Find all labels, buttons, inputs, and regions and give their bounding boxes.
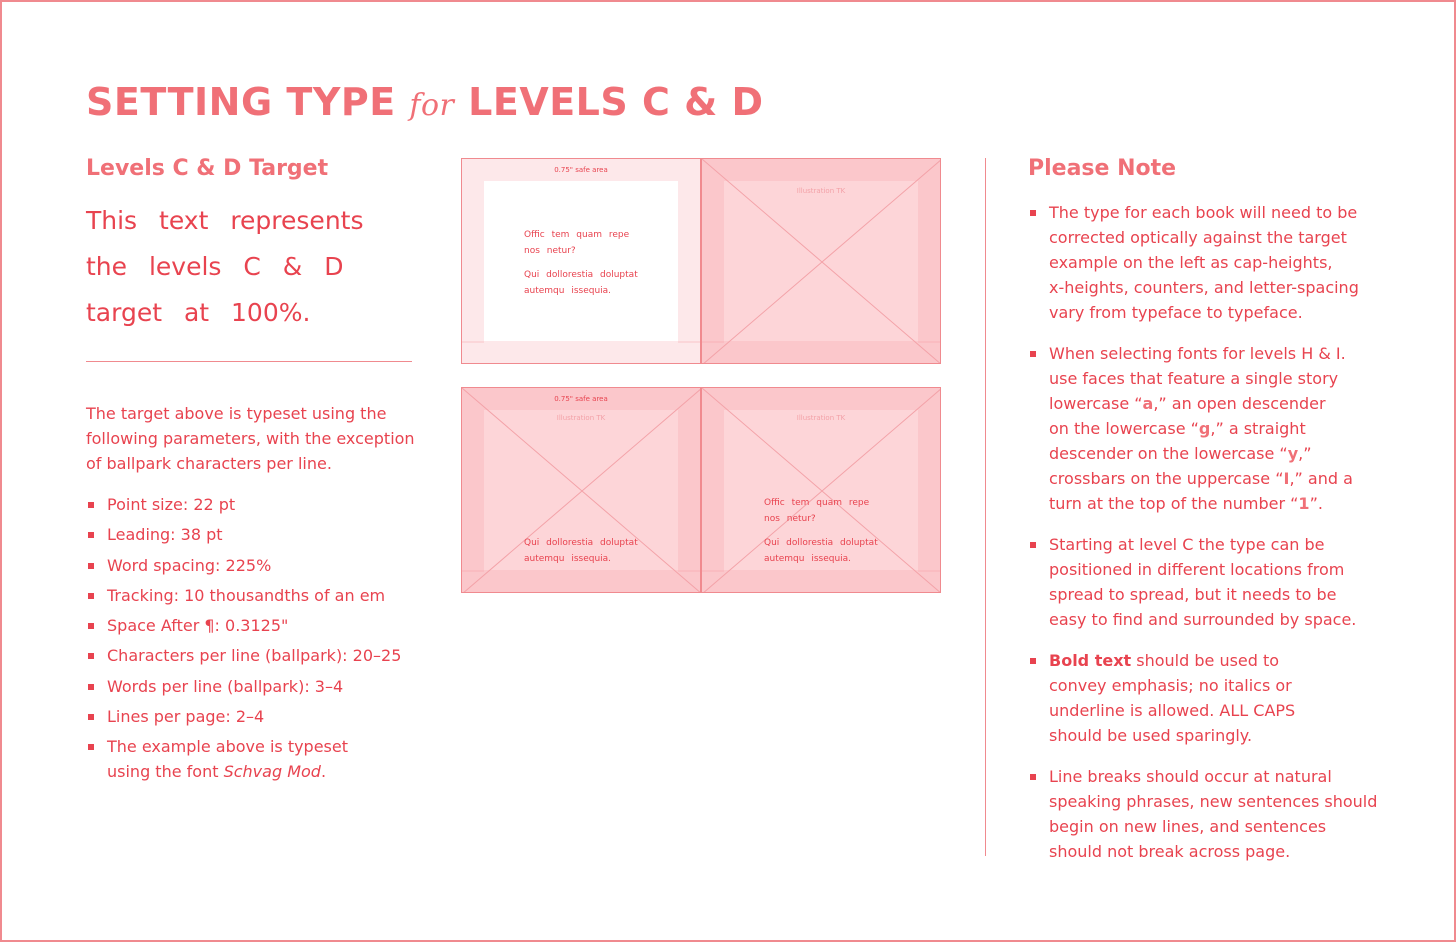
glyph-sample: a xyxy=(1142,394,1154,413)
list-item: Starting at level C the type can be positioned in different locations from spread to spread, but it needs to be easy to find and surrounded by space. xyxy=(1028,532,1388,632)
list-item: The example above is typeset using the font Schvag Mod. xyxy=(86,734,401,784)
spread2-left-page xyxy=(461,387,701,593)
page-text: Offic tem quam repe nos netur? xyxy=(764,498,870,524)
target-line: the levels C & D xyxy=(86,252,344,281)
list-item: The type for each book will need to be corrected optically against the target example on the left as cap-heights, x-heights, counters, and letter-spacing vary from typeface to typeface. xyxy=(1028,200,1388,325)
list-item: Space After ¶: 0.3125" xyxy=(86,613,401,638)
page-text: Qui dolloresti​a doluptat autemqu issequia. xyxy=(524,538,638,564)
illustration-label: Illustration TK xyxy=(796,414,846,422)
spread1-left-page xyxy=(461,158,701,364)
list-item: When selecting fonts for levels H & I. use faces that feature a single story lowercase “a,” an open descender on the lowercase “g,” a straight descender on the lowercase “y,” crossbars on the uppercase “I,” and a turn at the top of the number “1”. xyxy=(1028,341,1388,516)
column-divider xyxy=(985,158,986,856)
list-item: Point size: 22 pt xyxy=(86,492,401,517)
spread2-right-page xyxy=(701,387,941,593)
glyph-sample: g xyxy=(1198,419,1211,438)
list-item: Bold text should be used to convey emphasis; no italics or underline is allowed. ALL CAPS should be used sparingly. xyxy=(1028,648,1388,748)
illustration-label: Illustration TK xyxy=(796,187,846,195)
list-item: Leading: 38 pt xyxy=(86,522,401,547)
target-heading: Levels C & D Target xyxy=(86,156,329,181)
glyph-sample: 1 xyxy=(1298,494,1310,513)
divider xyxy=(86,361,412,362)
page-text: Offic tem quam repe nos netur? xyxy=(524,230,630,256)
illustration-label: Illustration TK xyxy=(556,414,606,422)
notes-heading: Please Note xyxy=(1028,156,1177,181)
list-item: Words per line (ballpark): 3–4 xyxy=(86,674,401,699)
list-item: Word spacing: 225% xyxy=(86,553,401,578)
font-name: Schvag Mod xyxy=(223,762,321,782)
safe-area-label: 0.75" safe area xyxy=(554,395,608,403)
target-line: This text represents xyxy=(86,206,364,235)
list-item: Characters per line (ballpark): 20–25 xyxy=(86,643,401,668)
page-title: SETTING TYPE for LEVELS C & D xyxy=(86,80,764,124)
glyph-sample: I xyxy=(1283,469,1290,488)
page-text: Qui dolloresti​a doluptat autemqu issequia. xyxy=(524,270,638,296)
bold-text-label: Bold text xyxy=(1049,651,1132,670)
parameter-list xyxy=(86,492,401,790)
safe-area-label: 0.75" safe area xyxy=(554,166,608,174)
list-item: Lines per page: 2–4 xyxy=(86,704,401,729)
target-line: target at 100%. xyxy=(86,298,311,327)
target-sample-text xyxy=(86,198,416,336)
glyph-sample: y xyxy=(1287,444,1299,463)
notes-list xyxy=(1028,200,1388,880)
spread1-right-page xyxy=(701,158,941,364)
list-item: Line breaks should occur at natural speaking phrases, new sentences should begin on new lines, and sentences should not break across page. xyxy=(1028,764,1388,864)
intro-paragraph: The target above is typeset using the following parameters, with the exception of ballpark characters per line. xyxy=(86,404,415,473)
page-text: Qui dolloresti​a doluptat autemqu issequia. xyxy=(764,538,878,564)
list-item: Tracking: 10 thousandths of an em xyxy=(86,583,401,608)
